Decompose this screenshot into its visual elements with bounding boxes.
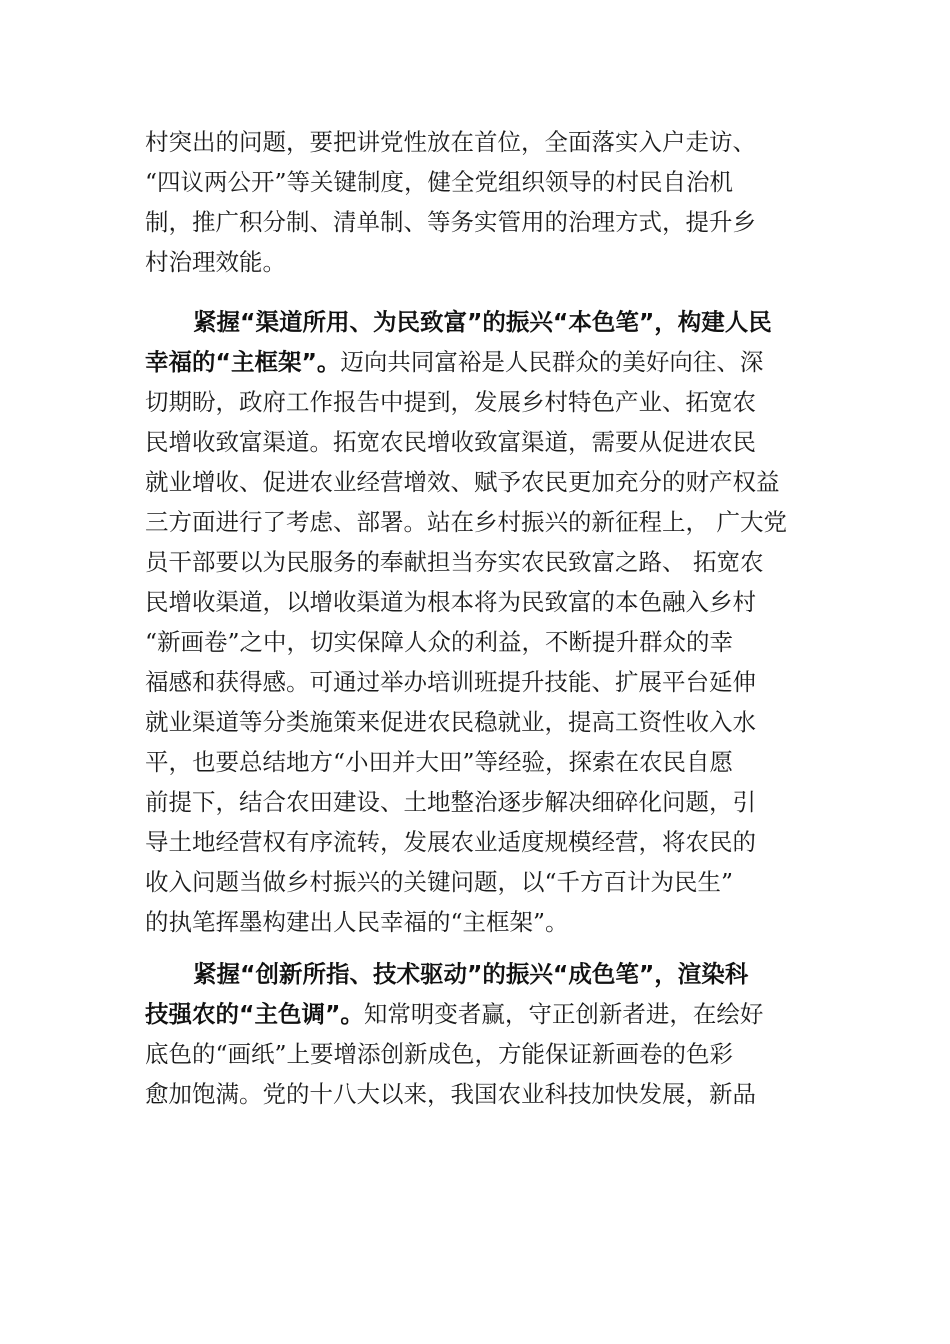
paragraph-1 <box>145 122 825 282</box>
text-line: 就业增收、促进农业经营增效、赋予农民更加充分的财产权益 <box>145 468 780 496</box>
paragraph-2 <box>145 302 825 942</box>
document-body <box>145 122 825 1114</box>
text-line-rest: 迈向共同富裕是人民群众的美好向往、深 <box>340 348 764 376</box>
text-line: 三方面进行了考虑、部署。站在乡村振兴的新征程上， 广大党 <box>145 508 787 536</box>
text-line <box>145 994 825 1034</box>
text-line: 村突出的问题，要把讲党性放在首位，全面落实入户走访、 <box>145 128 756 156</box>
text-line: 村治理效能。 <box>145 248 286 276</box>
text-line: 的执笔挥墨构建出人民幸福的“主框架”。 <box>145 908 569 936</box>
text-line: 底色的“画纸”上要增添创新成色，方能保证新画卷的色彩 <box>145 1040 734 1068</box>
text-line <box>145 342 825 382</box>
text-line: 就业渠道等分类施策来促进农民稳就业，提高工资性收入水 <box>145 708 756 736</box>
text-line-rest: 知常明变者赢，守正创新者进，在绘好 <box>363 1000 764 1028</box>
text-line: 切期盼，政府工作报告中提到，发展乡村特色产业、拓宽农 <box>145 388 756 416</box>
text-line: 愈加饱满。党的十八大以来，我国农业科技加快发展，新品 <box>145 1080 756 1108</box>
text-line: 平，也要总结地方“小田并大田”等经验，探索在农民自愿 <box>145 748 734 776</box>
paragraph-heading: 紧握“渠道所用、为民致富”的振兴“本色笔”，构建人民 <box>193 308 772 336</box>
text-line: “新画卷”之中，切实保障人众的利益，不断提升群众的幸 <box>145 628 734 656</box>
text-line: 福感和获得感。可通过举办培训班提升技能、扩展平台延伸 <box>145 668 756 696</box>
text-line: 导土地经营权有序流转，发展农业适度规模经营，将农民的 <box>145 828 756 856</box>
paragraph-3 <box>145 954 825 1114</box>
text-line: 民增收渠道，以增收渠道为根本将为民致富的本色融入乡村 <box>145 588 756 616</box>
paragraph-heading: 紧握“创新所指、技术驱动”的振兴“成色笔”，渲染科 <box>193 960 749 988</box>
text-line: 制，推广积分制、清单制、等务实管用的治理方式，提升乡 <box>145 208 756 236</box>
text-line: “四议两公开”等关键制度，健全党组织领导的村民自治机 <box>145 168 734 196</box>
text-line: 前提下，结合农田建设、土地整治逐步解决细碎化问题，引 <box>145 788 756 816</box>
text-line: 民增收致富渠道。拓宽农民增收致富渠道，需要从促进农民 <box>145 428 756 456</box>
paragraph-heading-end: 幸福的“主框架”。 <box>145 348 341 376</box>
paragraph-heading-end: 技强农的“主色调”。 <box>145 1000 364 1028</box>
text-line: 员干部要以为民服务的奉献担当夯实农民致富之路、 拓宽农 <box>145 548 764 576</box>
text-line: 收入问题当做乡村振兴的关键问题，以“千方百计为民生” <box>145 868 734 896</box>
